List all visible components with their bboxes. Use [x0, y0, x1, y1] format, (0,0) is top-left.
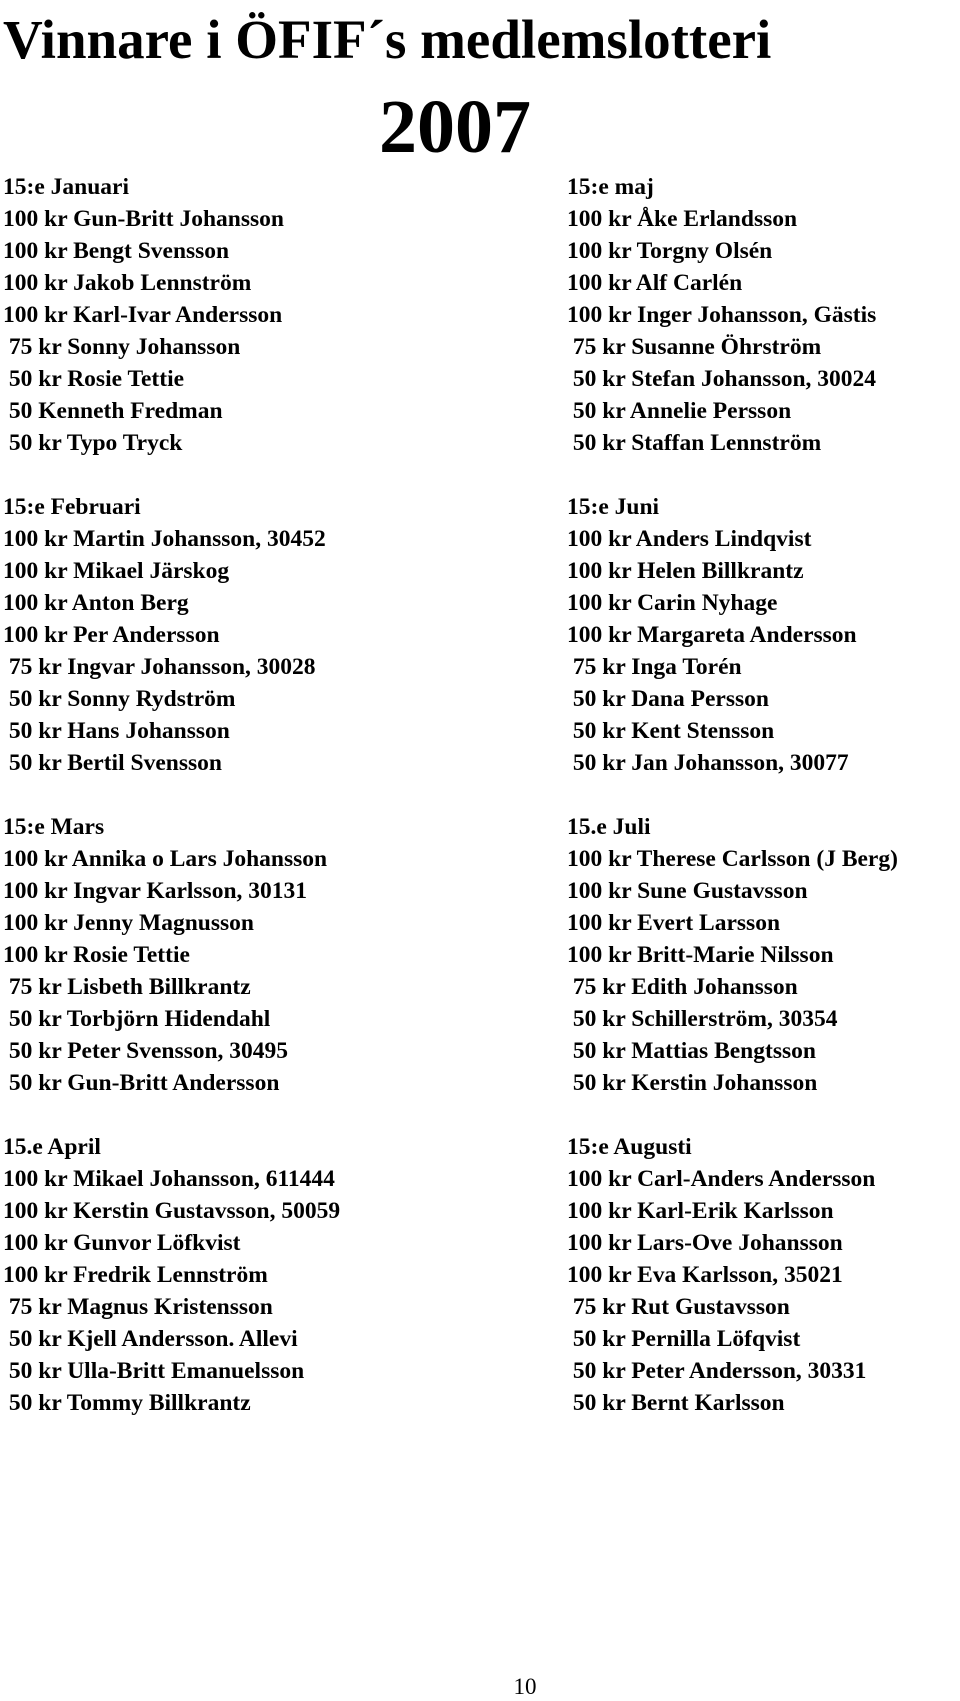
winner-line: 50 kr Rosie Tettie: [3, 366, 185, 392]
winner-line: 50 kr Stefan Johansson, 30024: [567, 366, 877, 392]
month-heading: 15:e Februari: [3, 494, 141, 520]
winner-line: 50 kr Bernt Karlsson: [567, 1390, 785, 1416]
winner-line: 100 kr Ingvar Karlsson, 30131: [3, 878, 308, 904]
page-title-year: 2007: [379, 85, 531, 169]
month-block: [3, 491, 543, 779]
winner-line: 75 kr Edith Johansson: [567, 974, 798, 1000]
winner-line: 50 kr Pernilla Löfqvist: [567, 1326, 801, 1352]
winner-line: 100 kr Carl-Anders Andersson: [567, 1166, 876, 1192]
winner-line: 100 kr Jakob Lennström: [3, 270, 252, 296]
winner-line: 75 kr Susanne Öhrström: [567, 334, 822, 360]
winner-line: 100 kr Inger Johansson, Gästis: [567, 302, 877, 328]
winner-line: 75 kr Ingvar Johansson, 30028: [3, 654, 316, 680]
winner-line: 50 kr Typo Tryck: [3, 430, 183, 456]
winner-line: 75 kr Sonny Johansson: [3, 334, 241, 360]
month-heading: 15.e April: [3, 1134, 101, 1160]
winner-line: 50 kr Jan Johansson, 30077: [567, 750, 849, 776]
month-block: [3, 171, 543, 459]
winner-line: 100 kr Kerstin Gustavsson, 50059: [3, 1198, 341, 1224]
winner-line: 100 kr Annika o Lars Johansson: [3, 846, 328, 872]
winner-line: 100 kr Per Andersson: [3, 622, 220, 648]
winner-line: 100 kr Sune Gustavsson: [567, 878, 808, 904]
winner-line: 75 kr Rut Gustavsson: [567, 1294, 790, 1320]
winner-line: 50 Kenneth Fredman: [3, 398, 223, 424]
winner-line: 100 kr Lars-Ove Johansson: [567, 1230, 843, 1256]
month-block: [567, 811, 957, 1099]
winner-line: 50 kr Tommy Billkrantz: [3, 1390, 251, 1416]
month-block: [3, 811, 543, 1099]
month-heading: 15:e Augusti: [567, 1134, 692, 1160]
winner-line: 100 kr Bengt Svensson: [3, 238, 230, 264]
page-title: Vinnare i ÖFIF´s medlemslotteri: [3, 9, 772, 70]
winner-line: 100 kr Gunvor Löfkvist: [3, 1230, 241, 1256]
winner-line: 50 kr Kent Stensson: [567, 718, 775, 744]
month-heading: 15:e Januari: [3, 174, 129, 200]
winner-line: 100 kr Alf Carlén: [567, 270, 743, 296]
winner-line: 50 kr Hans Johansson: [3, 718, 230, 744]
winner-line: 50 kr Mattias Bengtsson: [567, 1038, 816, 1064]
winner-line: 100 kr Mikael Johansson, 611444: [3, 1166, 335, 1192]
left-column: [3, 171, 543, 1451]
winner-line: 100 kr Gun-Britt Johansson: [3, 206, 284, 232]
month-block: [567, 171, 957, 459]
month-block: [567, 1131, 957, 1419]
winner-line: 50 kr Peter Andersson, 30331: [567, 1358, 867, 1384]
winner-line: 100 kr Karl-Erik Karlsson: [567, 1198, 834, 1224]
winner-line: 50 kr Peter Svensson, 30495: [3, 1038, 289, 1064]
winner-line: 100 kr Anton Berg: [3, 590, 189, 616]
month-block: [3, 1131, 543, 1419]
month-heading: 15:e Mars: [3, 814, 105, 840]
month-heading: 15:e Juni: [567, 494, 660, 520]
winner-line: 75 kr Lisbeth Billkrantz: [3, 974, 251, 1000]
winner-line: 100 kr Åke Erlandsson: [567, 206, 798, 232]
winner-line: 50 kr Dana Persson: [567, 686, 769, 712]
winner-line: 50 kr Torbjörn Hidendahl: [3, 1006, 271, 1032]
month-heading: 15.e Juli: [567, 814, 651, 840]
winner-line: 50 kr Gun-Britt Andersson: [3, 1070, 280, 1096]
winner-line: 100 kr Jenny Magnusson: [3, 910, 254, 936]
winner-line: 100 kr Margareta Andersson: [567, 622, 857, 648]
winner-line: 50 kr Kerstin Johansson: [567, 1070, 818, 1096]
winner-line: 100 kr Fredrik Lennström: [3, 1262, 268, 1288]
winner-line: 50 kr Sonny Rydström: [3, 686, 236, 712]
month-heading: 15:e maj: [567, 174, 654, 200]
winner-line: 100 kr Torgny Olsén: [567, 238, 773, 264]
winner-line: 100 kr Karl-Ivar Andersson: [3, 302, 283, 328]
winner-line: 100 kr Eva Karlsson, 35021: [567, 1262, 843, 1288]
winner-line: 50 kr Annelie Persson: [567, 398, 792, 424]
winner-line: 50 kr Ulla-Britt Emanuelsson: [3, 1358, 305, 1384]
winner-line: 100 kr Evert Larsson: [567, 910, 781, 936]
winner-line: 100 kr Martin Johansson, 30452: [3, 526, 326, 552]
winner-line: 50 kr Bertil Svensson: [3, 750, 222, 776]
winner-line: 100 kr Britt-Marie Nilsson: [567, 942, 834, 968]
winner-line: 100 kr Helen Billkrantz: [567, 558, 804, 584]
right-column: [567, 171, 957, 1451]
winner-line: 50 kr Staffan Lennström: [567, 430, 822, 456]
winner-line: 75 kr Inga Torén: [567, 654, 742, 680]
winner-line: 100 kr Therese Carlsson (J Berg): [567, 846, 898, 872]
page-number: 10: [513, 1674, 537, 1699]
winner-line: 100 kr Rosie Tettie: [3, 942, 190, 968]
winner-line: 100 kr Carin Nyhage: [567, 590, 778, 616]
winner-line: 100 kr Mikael Järskog: [3, 558, 230, 584]
winner-line: 50 kr Schillerström, 30354: [567, 1006, 838, 1032]
month-block: [567, 491, 957, 779]
winner-line: 50 kr Kjell Andersson. Allevi: [3, 1326, 298, 1352]
winner-line: 100 kr Anders Lindqvist: [567, 526, 812, 552]
winner-line: 75 kr Magnus Kristensson: [3, 1294, 273, 1320]
